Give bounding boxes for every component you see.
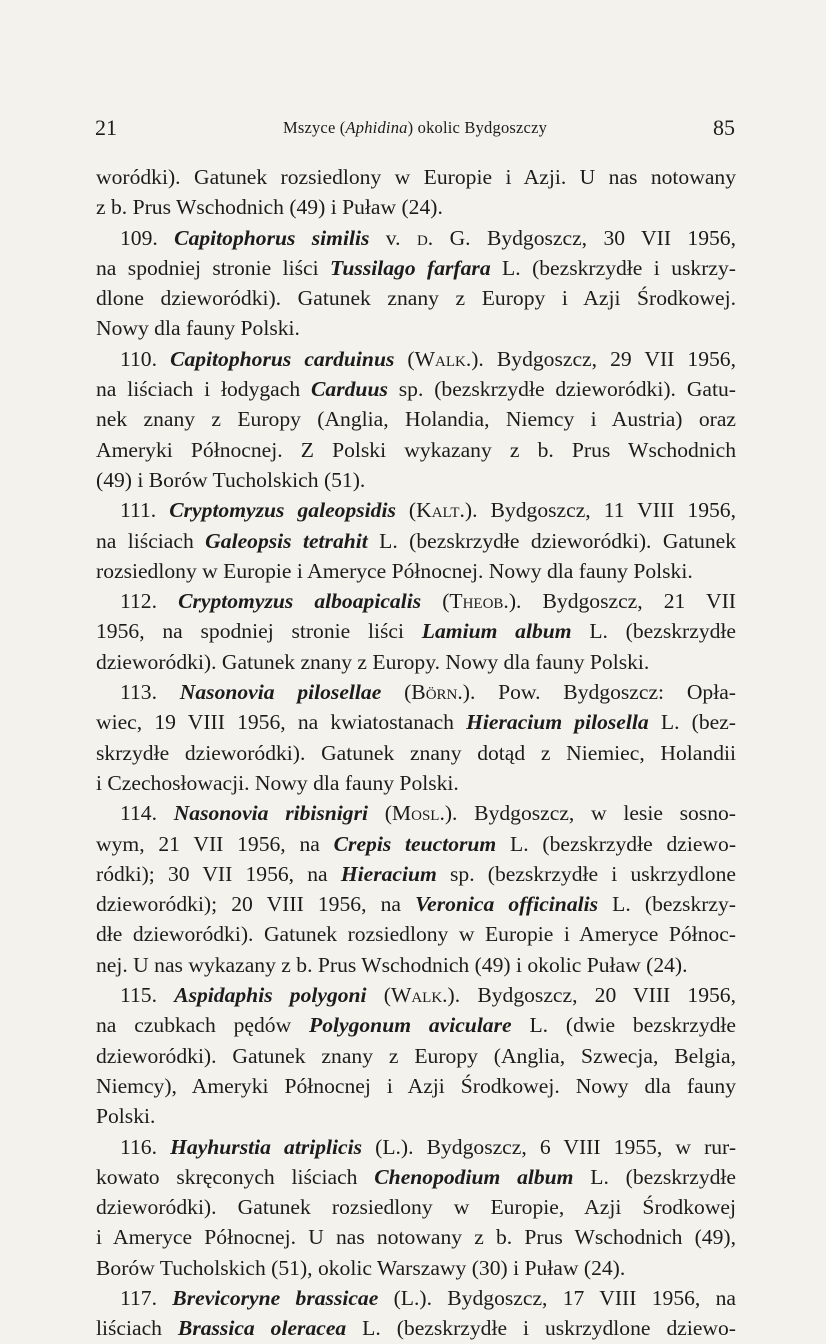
text-line bbox=[96, 586, 736, 616]
text-run: .). Pow. Bydgoszcz: Opła- bbox=[457, 680, 736, 705]
text-run: na spodniej stronie liści bbox=[96, 255, 331, 280]
text-line bbox=[96, 1192, 736, 1222]
text-run: z b. Prus Wschodnich (49) i Puław (24). bbox=[96, 195, 443, 220]
text-run: (L.). Bydgoszcz, 17 VIII 1956, na bbox=[378, 1285, 736, 1310]
text-run: (T bbox=[421, 589, 463, 614]
author-abbrev: alk bbox=[435, 346, 466, 371]
text-line bbox=[96, 1132, 736, 1162]
text-line bbox=[96, 556, 736, 586]
text-run: wym, 21 VII 1956, na bbox=[96, 831, 334, 856]
text-run: Niemcy), Ameryki Północnej i Azji Środkowej. Nowy dla fauny bbox=[96, 1073, 736, 1098]
text-line bbox=[96, 616, 736, 646]
text-run: dzieworódki); 20 VIII 1956, na bbox=[96, 892, 416, 917]
text-line bbox=[96, 1041, 736, 1071]
text-line bbox=[96, 313, 736, 343]
text-run: dlone dzieworódki). Gatunek znany z Europy i Azji Środkowej. bbox=[96, 286, 736, 311]
text-run: L. (bezskrzydłe dzieworódki). Gatunek bbox=[367, 528, 736, 553]
text-run: i Czechosłowacji. Nowy dla fauny Polski. bbox=[96, 770, 459, 795]
taxon-name: Capitophorus carduinus bbox=[170, 346, 395, 371]
text-run: (K bbox=[395, 498, 432, 523]
text-run: woródki). Gatunek rozsiedlony w Europie i Azji. U nas notowany bbox=[96, 165, 736, 189]
text-run: na liściach i łodygach bbox=[96, 377, 312, 402]
text-run: na czubkach pędów bbox=[96, 1013, 310, 1038]
text-line bbox=[96, 1253, 736, 1283]
text-run: L. (bezskrzydłe i uskrzy- bbox=[490, 255, 736, 280]
taxon-name: Veronica officinalis bbox=[415, 892, 599, 917]
text-line bbox=[96, 980, 736, 1010]
text-run: 109. bbox=[120, 225, 175, 250]
text-run: . G. Bydgoszcz, 30 VII 1956, bbox=[427, 225, 736, 250]
text-run: L. (dwie bezskrzydłe bbox=[511, 1013, 737, 1038]
text-run: kowato skręconych liściach bbox=[96, 1164, 375, 1189]
running-title-suffix: ) okolic Bydgoszczy bbox=[407, 118, 548, 137]
text-run: L. (bezskrzydłe bbox=[571, 619, 736, 644]
text-run: 110. bbox=[120, 346, 171, 371]
text-line bbox=[96, 950, 736, 980]
species-entry-114 bbox=[96, 798, 736, 980]
text-line bbox=[96, 495, 736, 525]
text-line bbox=[96, 374, 736, 404]
species-entry-111 bbox=[96, 495, 736, 586]
text-line bbox=[96, 223, 736, 253]
species-entry-116 bbox=[96, 1132, 736, 1283]
text-line bbox=[96, 526, 736, 556]
taxon-name: Hieracium pilosella bbox=[466, 710, 649, 735]
species-entry-109 bbox=[96, 223, 736, 344]
species-entry-117 bbox=[96, 1283, 736, 1344]
text-line bbox=[96, 768, 736, 798]
text-run: 117. bbox=[120, 1285, 173, 1310]
taxon-name: Aspidaphis polygoni bbox=[174, 983, 367, 1008]
text-run: ródki); 30 VII 1956, na bbox=[96, 861, 341, 886]
taxon-name: Hieracium bbox=[340, 861, 437, 886]
text-run: dzieworódki). Gatunek znany z Europy. Nowy dla fauny Polski. bbox=[96, 649, 650, 674]
text-line bbox=[96, 859, 736, 889]
taxon-name: Chenopodium album bbox=[374, 1164, 574, 1189]
text-run: .). Bydgoszcz, 20 VIII 1956, bbox=[442, 983, 736, 1008]
taxon-name: Capitophorus similis bbox=[174, 225, 370, 250]
text-line bbox=[96, 192, 736, 222]
text-run: skrzydłe dzieworódki). Gatunek znany dotąd z Niemiec, Holandii bbox=[96, 740, 736, 765]
text-run: L. (bezskrzydłe i uskrzydlone dziewo- bbox=[346, 1316, 736, 1341]
text-line bbox=[96, 465, 736, 495]
author-abbrev: alk bbox=[411, 983, 443, 1008]
text-run: (49) i Borów Tucholskich (51). bbox=[96, 467, 366, 492]
text-run: 111. bbox=[120, 498, 170, 523]
author-abbrev: osl bbox=[411, 801, 440, 826]
text-run: .). Bydgoszcz, 21 VII bbox=[503, 589, 736, 614]
author-abbrev: alt bbox=[431, 498, 460, 523]
taxon-name: Galeopsis tetrahit bbox=[205, 528, 368, 553]
text-run: 115. bbox=[120, 983, 175, 1008]
text-line bbox=[96, 1222, 736, 1252]
taxon-name: Hayhurstia atriplicis bbox=[170, 1134, 363, 1159]
author-abbrev: heob bbox=[462, 589, 504, 614]
text-run: na liściach bbox=[96, 528, 206, 553]
author-abbrev: d bbox=[416, 225, 428, 250]
running-header bbox=[95, 115, 735, 145]
text-line bbox=[96, 404, 736, 434]
text-run: .). Bydgoszcz, w lesie sosno- bbox=[439, 801, 736, 826]
text-run: L. (bezskrzy- bbox=[598, 892, 736, 917]
text-run: (M bbox=[368, 801, 412, 826]
text-run: 1956, na spodniej stronie liści bbox=[96, 619, 422, 644]
text-run: Nowy dla fauny Polski. bbox=[96, 316, 300, 341]
text-run: .). Bydgoszcz, 11 VIII 1956, bbox=[459, 498, 736, 523]
author-abbrev: örn bbox=[425, 680, 458, 705]
text-line bbox=[96, 435, 736, 465]
taxon-name: Tussilago farfara bbox=[330, 255, 491, 280]
text-line bbox=[96, 1283, 736, 1313]
text-run: dzieworódki). Gatunek znany z Europy (Anglia, Szwecja, Belgia, bbox=[96, 1043, 736, 1068]
taxon-name: Brevicoryne brassicae bbox=[172, 1285, 379, 1310]
running-title-taxon: Aphidina bbox=[345, 118, 408, 137]
text-line bbox=[96, 798, 736, 828]
text-line bbox=[96, 1071, 736, 1101]
text-line bbox=[96, 1162, 736, 1192]
text-run: L. (bez- bbox=[648, 710, 736, 735]
text-run: 112. bbox=[120, 589, 179, 614]
text-line bbox=[96, 829, 736, 859]
taxon-name: Nasonovia ribisnigri bbox=[173, 801, 369, 826]
text-run: (L.). Bydgoszcz, 6 VIII 1955, w rur- bbox=[362, 1134, 737, 1159]
text-run: L. (bezskrzydłe dziewo- bbox=[496, 831, 737, 856]
text-run: 113. bbox=[120, 680, 180, 705]
text-line bbox=[96, 162, 736, 192]
text-run: Polski. bbox=[96, 1104, 156, 1129]
text-line bbox=[96, 1010, 736, 1040]
chapter-number: 21 bbox=[95, 115, 117, 140]
text-run: i Ameryce Północnej. U nas notowany z b. Prus Wschodnich (49), bbox=[96, 1225, 736, 1250]
text-run: .). Bydgoszcz, 29 VII 1956, bbox=[465, 346, 736, 371]
text-run: nej. U nas wykazany z b. Prus Wschodnich (49) i okolic Puław (24). bbox=[96, 952, 688, 977]
text-line bbox=[96, 738, 736, 768]
text-run: (W bbox=[394, 346, 435, 371]
text-run: Borów Tucholskich (51), okolic Warszawy (30) i Puław (24). bbox=[96, 1255, 626, 1280]
running-title-prefix: Mszyce ( bbox=[282, 118, 346, 137]
text-line bbox=[96, 344, 736, 374]
text-line bbox=[96, 677, 736, 707]
text-run: nek znany z Europy (Anglia, Holandia, Niemcy i Austria) oraz bbox=[96, 407, 736, 432]
text-run: (W bbox=[366, 983, 412, 1008]
text-line bbox=[96, 253, 736, 283]
text-line bbox=[96, 1101, 736, 1131]
species-entry-115 bbox=[96, 980, 736, 1131]
text-line bbox=[96, 919, 736, 949]
text-run: sp. (bezskrzydłe i uskrzydlone bbox=[436, 861, 736, 886]
taxon-name: Crepis teuctorum bbox=[333, 831, 497, 856]
text-run: 116. bbox=[120, 1134, 171, 1159]
text-line bbox=[96, 889, 736, 919]
running-title bbox=[95, 118, 735, 138]
text-run: 114. bbox=[120, 801, 174, 826]
text-line bbox=[96, 707, 736, 737]
text-run: L. (bezskrzydłe bbox=[573, 1164, 736, 1189]
text-run: dłe dzieworódki). Gatunek rozsiedlony w Europie i Ameryce Północ- bbox=[96, 922, 736, 947]
taxon-name: Polygonum aviculare bbox=[309, 1013, 512, 1038]
text-run: wiec, 19 VIII 1956, na kwiatostanach bbox=[96, 710, 467, 735]
taxon-name: Carduus bbox=[311, 377, 388, 402]
continued-paragraph bbox=[96, 162, 736, 223]
taxon-name: Lamium album bbox=[421, 619, 572, 644]
text-line bbox=[96, 647, 736, 677]
text-line bbox=[96, 283, 736, 313]
species-list-text bbox=[96, 162, 736, 1344]
text-run: dzieworódki). Gatunek rozsiedlony w Europie, Azji Środkowej bbox=[96, 1195, 736, 1220]
species-entry-112 bbox=[96, 586, 736, 677]
species-entry-113 bbox=[96, 677, 736, 798]
text-run: sp. (bezskrzydłe dzieworódki). Gatu- bbox=[387, 377, 736, 402]
taxon-name: Brassica oleracea bbox=[177, 1316, 347, 1341]
text-run: Ameryki Północnej. Z Polski wykazany z b. Prus Wschodnich bbox=[96, 437, 736, 462]
taxon-name: Cryptomyzus alboapicalis bbox=[178, 589, 422, 614]
text-run: rozsiedlony w Europie i Ameryce Północnej. Nowy dla fauny Polski. bbox=[96, 558, 693, 583]
text-run: (B bbox=[381, 680, 426, 705]
text-run: liściach bbox=[96, 1316, 178, 1341]
taxon-name: Nasonovia pilosellae bbox=[179, 680, 382, 705]
page-number: 85 bbox=[713, 115, 735, 140]
species-entry-110 bbox=[96, 344, 736, 495]
text-line bbox=[96, 1313, 736, 1343]
text-run: v. bbox=[369, 225, 417, 250]
taxon-name: Cryptomyzus galeopsidis bbox=[169, 498, 396, 523]
